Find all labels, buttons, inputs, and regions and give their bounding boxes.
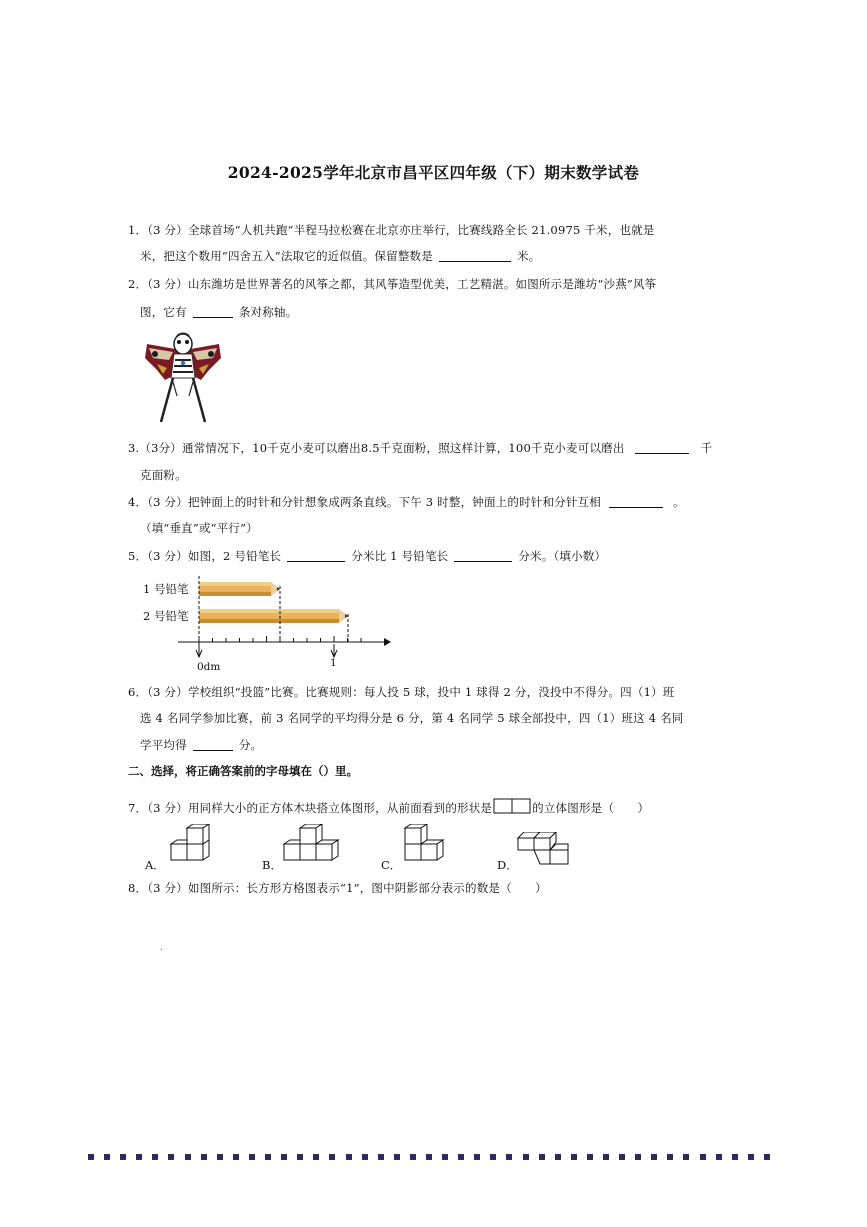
footer-square <box>168 1154 174 1160</box>
q1-line2 <box>140 248 540 264</box>
footer-square <box>281 1154 287 1160</box>
footer-square <box>539 1154 545 1160</box>
q2-line1: 2．（3 分）山东潍坊是世界著名的风筝之都，其风筝造型优美，工艺精湛。如图所示是潍坊“沙燕”风筝 <box>128 277 657 291</box>
q6-answer-blank[interactable] <box>193 738 233 751</box>
footer-decoration <box>88 1154 780 1173</box>
pencil-2 <box>199 609 348 623</box>
q7-option-c-label[interactable]: C． <box>381 858 402 872</box>
footer-square <box>233 1154 239 1160</box>
q2-text-a: 图，它有 <box>140 305 187 319</box>
q7-option-b-label[interactable]: B． <box>262 858 282 872</box>
footer-square <box>667 1154 673 1160</box>
pencil-2-label: 2 号铅笔 <box>143 609 189 623</box>
front-view-shape <box>493 798 531 814</box>
pencil-1 <box>199 582 280 596</box>
q3-answer-blank[interactable] <box>635 441 689 454</box>
q5-text-b: 分米比 1 号铅笔长 <box>351 549 449 563</box>
q7-option-c-figure <box>401 824 447 866</box>
footer-square <box>700 1154 706 1160</box>
q4-text-a: 4．（3 分）把钟面上的时针和分针想象成两条直线。下午 3 时整，钟面上的时针和分针互相 <box>128 495 601 509</box>
q7-option-a-label[interactable]: A． <box>145 858 165 872</box>
footer-square <box>313 1154 319 1160</box>
footer-square <box>378 1154 384 1160</box>
page-title: 2024-2025学年北京市昌平区四年级（下）期末数学试卷 <box>227 163 640 182</box>
pencil-1-label: 1 号铅笔 <box>143 582 189 596</box>
footer-square <box>426 1154 432 1160</box>
footer-square <box>346 1154 352 1160</box>
q5-line1 <box>128 548 606 564</box>
pencil-figure <box>140 574 400 674</box>
footer-square <box>603 1154 609 1160</box>
footer-square <box>716 1154 722 1160</box>
footer-square <box>410 1154 416 1160</box>
q3-line1 <box>128 440 712 456</box>
footer-square <box>474 1154 480 1160</box>
footer-square <box>555 1154 561 1160</box>
footer-square <box>587 1154 593 1160</box>
footer-square <box>571 1154 577 1160</box>
axis-start-label: 0dm <box>197 661 221 673</box>
q5-answer-blank-1[interactable] <box>287 549 345 562</box>
q4-answer-blank[interactable] <box>609 495 663 508</box>
q7-option-d-label[interactable]: D． <box>497 858 518 872</box>
q1-text-a: 米，把这个数用“四舍五入”法取它的近似值。保留整数是 <box>140 249 433 263</box>
q8-line1: 8．（3 分）如图所示：长方形方格图表示“1”，图中阴影部分表示的数是（ ） <box>128 881 547 895</box>
q3-text-a: 3.（3分）通常情况下，10千克小麦可以磨出8.5千克面粉，照这样计算，100千克小麦可以磨出 <box>128 441 625 455</box>
q6-line2: 选 4 名同学参加比赛，前 3 名同学的平均得分是 6 分，第 4 名同学 5 球全部投中，四（1）班这 4 名同 <box>140 711 684 725</box>
footer-square <box>297 1154 303 1160</box>
q5-text-a: 5．（3 分）如图，2 号铅笔长 <box>128 549 282 563</box>
footer-square <box>506 1154 512 1160</box>
footer-square <box>265 1154 271 1160</box>
q7-option-d-figure <box>516 832 572 868</box>
footer-square <box>651 1154 657 1160</box>
footer-square <box>764 1154 770 1160</box>
q1-text-b: 米。 <box>516 249 541 263</box>
footer-square <box>635 1154 641 1160</box>
q6-line1: 6．（3 分）学校组织“投篮”比赛。比赛规则：每人投 5 球，投中 1 球得 2 分，没投中不得分。四（1）班 <box>128 685 675 699</box>
footer-square <box>152 1154 158 1160</box>
q4-line2: （填“垂直”或“平行”） <box>140 521 258 535</box>
q2-answer-blank[interactable] <box>193 305 233 318</box>
footer-square <box>523 1154 529 1160</box>
footer-square <box>442 1154 448 1160</box>
q5-text-c: 分米。（填小数） <box>518 549 607 563</box>
q7-option-b-figure <box>282 824 344 866</box>
footer-square <box>683 1154 689 1160</box>
q6-line3 <box>140 737 262 753</box>
q4-line1 <box>128 494 685 510</box>
stray-dot: . <box>160 943 164 953</box>
q7-line1 <box>128 798 649 816</box>
q4-text-b: 。 <box>672 495 685 509</box>
footer-square <box>104 1154 110 1160</box>
q7-text-a: 7．（3 分）用同样大小的正方体木块搭立体图形，从前面看到的形状是 <box>128 801 493 815</box>
q5-answer-blank-2[interactable] <box>454 549 512 562</box>
footer-square <box>748 1154 754 1160</box>
q2-text-b: 条对称轴。 <box>238 305 298 319</box>
q7-option-a-figure <box>165 824 211 866</box>
footer-square <box>458 1154 464 1160</box>
footer-square <box>362 1154 368 1160</box>
footer-square <box>136 1154 142 1160</box>
q3-text-b: 千 <box>700 441 713 455</box>
footer-square <box>217 1154 223 1160</box>
footer-square <box>732 1154 738 1160</box>
q6-text-a: 学平均得 <box>140 738 187 752</box>
footer-square <box>249 1154 255 1160</box>
footer-square <box>329 1154 335 1160</box>
footer-square <box>120 1154 126 1160</box>
q7-text-b: 的立体图形是（ ） <box>532 801 650 815</box>
footer-square <box>185 1154 191 1160</box>
footer-square <box>490 1154 496 1160</box>
q1-answer-blank[interactable] <box>439 249 511 262</box>
footer-square <box>88 1154 94 1160</box>
q2-line2 <box>140 304 297 320</box>
q6-text-b: 分。 <box>238 738 263 752</box>
footer-square <box>394 1154 400 1160</box>
footer-square <box>619 1154 625 1160</box>
section-2-heading: 二、选择，将正确答案前的字母填在（）里。 <box>128 764 358 778</box>
q3-line2: 克面粉。 <box>140 468 187 482</box>
q1-line1: 1．（3 分）全球首场“人机共跑”半程马拉松赛在北京亦庄举行，比赛线路全长 21.0975 千米，也就是 <box>128 223 655 237</box>
footer-square <box>201 1154 207 1160</box>
axis-one-label: 1 <box>330 657 337 669</box>
kite-image <box>143 330 223 426</box>
